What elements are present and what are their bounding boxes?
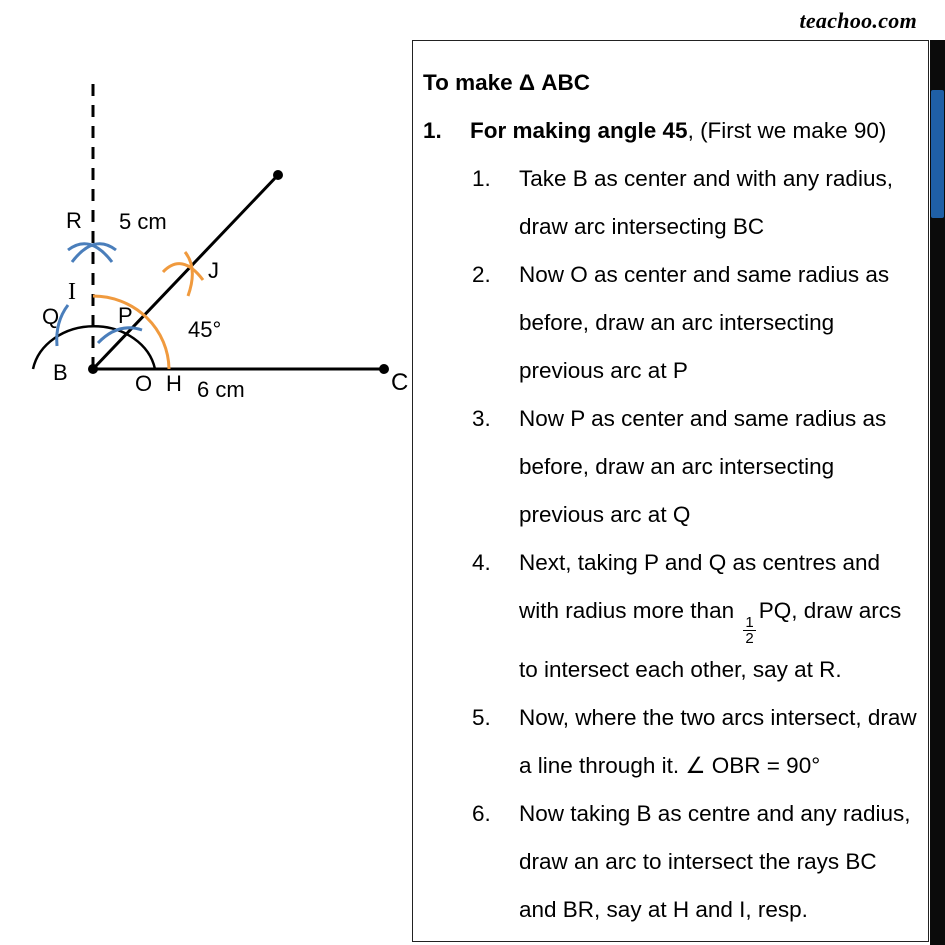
label-q: Q xyxy=(42,304,60,329)
substep-number: 2. xyxy=(472,262,491,287)
substep-4 xyxy=(423,539,920,694)
label-o: O xyxy=(135,371,153,396)
substep-number: 1. xyxy=(472,166,491,191)
scrollbar[interactable] xyxy=(930,40,945,945)
label-angle: 45° xyxy=(188,317,222,342)
point-ray-end xyxy=(273,170,283,180)
substep-text: Now P as center and same radius as before, draw an arc intersecting previous arc at Q xyxy=(519,406,887,527)
label-side-ba: 5 cm xyxy=(119,209,167,234)
substep-1 xyxy=(423,155,920,251)
label-side-bc: 6 cm xyxy=(197,377,245,402)
substep-number: 5. xyxy=(472,705,491,730)
substep-number: 4. xyxy=(472,550,491,575)
fraction-one-half xyxy=(743,615,755,646)
fraction-numerator: 1 xyxy=(745,614,754,631)
substep-text-cont: PQ, draw arcs to intersect each other, say at R. xyxy=(519,598,902,682)
step-1-bold: For making angle 45 xyxy=(470,118,688,143)
step-1 xyxy=(423,107,920,155)
steps-panel xyxy=(412,40,929,942)
substep-3 xyxy=(423,395,920,539)
substep-text: Now taking B as centre and any radius, draw an arc to intersect the rays BC and BR, say at H and I, resp. xyxy=(519,801,911,922)
label-r: R xyxy=(66,208,82,233)
label-p: P xyxy=(118,303,133,328)
arc-j-right-orange xyxy=(185,252,192,296)
point-b xyxy=(88,364,98,374)
substep-text: Now O as center and same radius as before, draw an arc intersecting previous arc at P xyxy=(519,262,890,383)
substep-number: 3. xyxy=(472,406,491,431)
label-c: C xyxy=(391,369,409,396)
substep-text: Next, taking P and Q as centres and with radius more than xyxy=(519,550,881,623)
substep-text: Now, where the two arcs intersect, draw a line through it. ∠ OBR = 90° xyxy=(519,705,917,778)
substep-text: Take B as center and with any radius, draw arc intersecting BC xyxy=(519,166,893,239)
fraction-denominator: 2 xyxy=(745,630,754,647)
label-h: H xyxy=(166,371,182,396)
step-1-number: 1. xyxy=(423,118,442,143)
substep-6 xyxy=(423,790,920,934)
label-b: B xyxy=(53,360,68,385)
label-j: J xyxy=(208,258,219,283)
step-1-rest: , (First we make 90) xyxy=(687,118,887,143)
ray-45-degree xyxy=(93,175,278,369)
substep-5 xyxy=(423,694,920,790)
substep-number: 6. xyxy=(472,801,491,826)
point-c xyxy=(379,364,389,374)
construction-figure xyxy=(0,0,412,945)
arc-j-left-orange xyxy=(163,264,203,280)
substep-2 xyxy=(423,251,920,395)
panel-heading: To make Δ ABC xyxy=(423,70,591,95)
scrollbar-thumb[interactable] xyxy=(931,90,944,218)
label-i: I xyxy=(68,279,76,305)
teachoo-logo: teachoo.com xyxy=(799,8,917,33)
